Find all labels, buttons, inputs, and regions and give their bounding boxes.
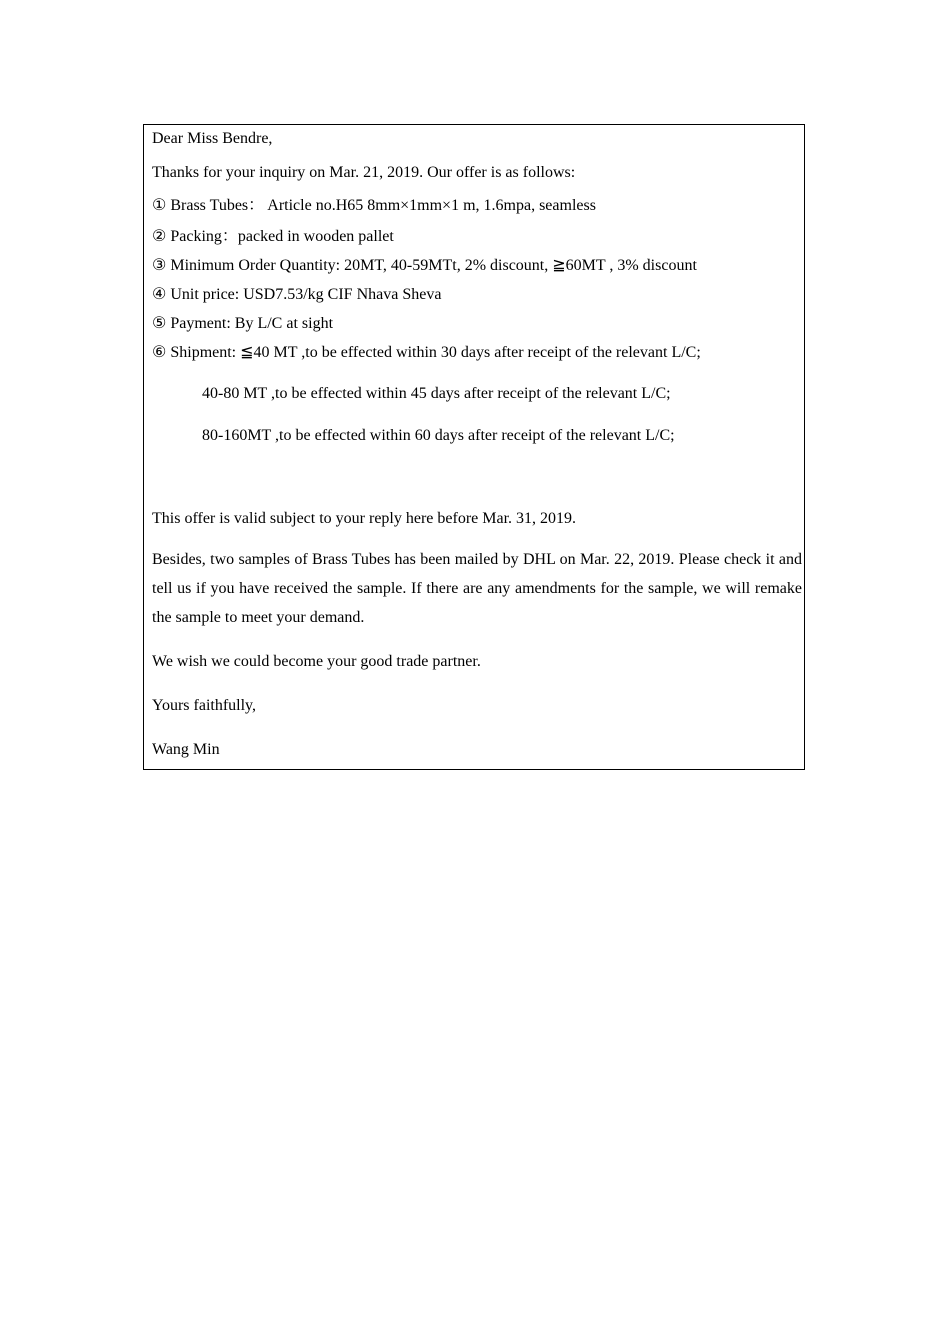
closing-line: Yours faithfully, <box>152 697 257 714</box>
letter-box <box>143 124 805 770</box>
offer-item-brass-tubes: ① Brass Tubes： Article no.H65 8mm×1mm×1 m, 1.6mpa, seamless <box>152 197 596 214</box>
wish-line: We wish we could become your good trade partner. <box>152 653 481 670</box>
offer-item-packing: ② Packing：packed in wooden pallet <box>152 228 394 245</box>
salutation: Dear Miss Bendre, <box>152 130 273 147</box>
validity-line: This offer is valid subject to your reply here before Mar. 31, 2019. <box>152 510 577 527</box>
shipment-tier-40-80: 40-80 MT ,to be effected within 45 days after receipt of the relevant L/C; <box>202 385 671 402</box>
intro-line: Thanks for your inquiry on Mar. 21, 2019. Our offer is as follows: <box>152 164 576 181</box>
shipment-tier-80-160: 80-160MT ,to be effected within 60 days after receipt of the relevant L/C; <box>202 427 675 444</box>
offer-item-minimum-order: ③ Minimum Order Quantity: 20MT, 40-59MTt, 2% discount, ≧60MT , 3% discount <box>152 257 697 274</box>
signature: Wang Min <box>152 741 220 758</box>
offer-item-unit-price: ④ Unit price: USD7.53/kg CIF Nhava Sheva <box>152 286 442 303</box>
offer-item-payment: ⑤ Payment: By L/C at sight <box>152 315 334 332</box>
samples-paragraph: Besides, two samples of Brass Tubes has been mailed by DHL on Mar. 22, 2019. Please check it and tell us if you have received the sample. If there are any amendments for the sample, we will remake the sample to meet your demand. <box>152 551 802 626</box>
offer-item-shipment: ⑥ Shipment: ≦40 MT ,to be effected within 30 days after receipt of the relevant L/C; <box>152 344 701 361</box>
